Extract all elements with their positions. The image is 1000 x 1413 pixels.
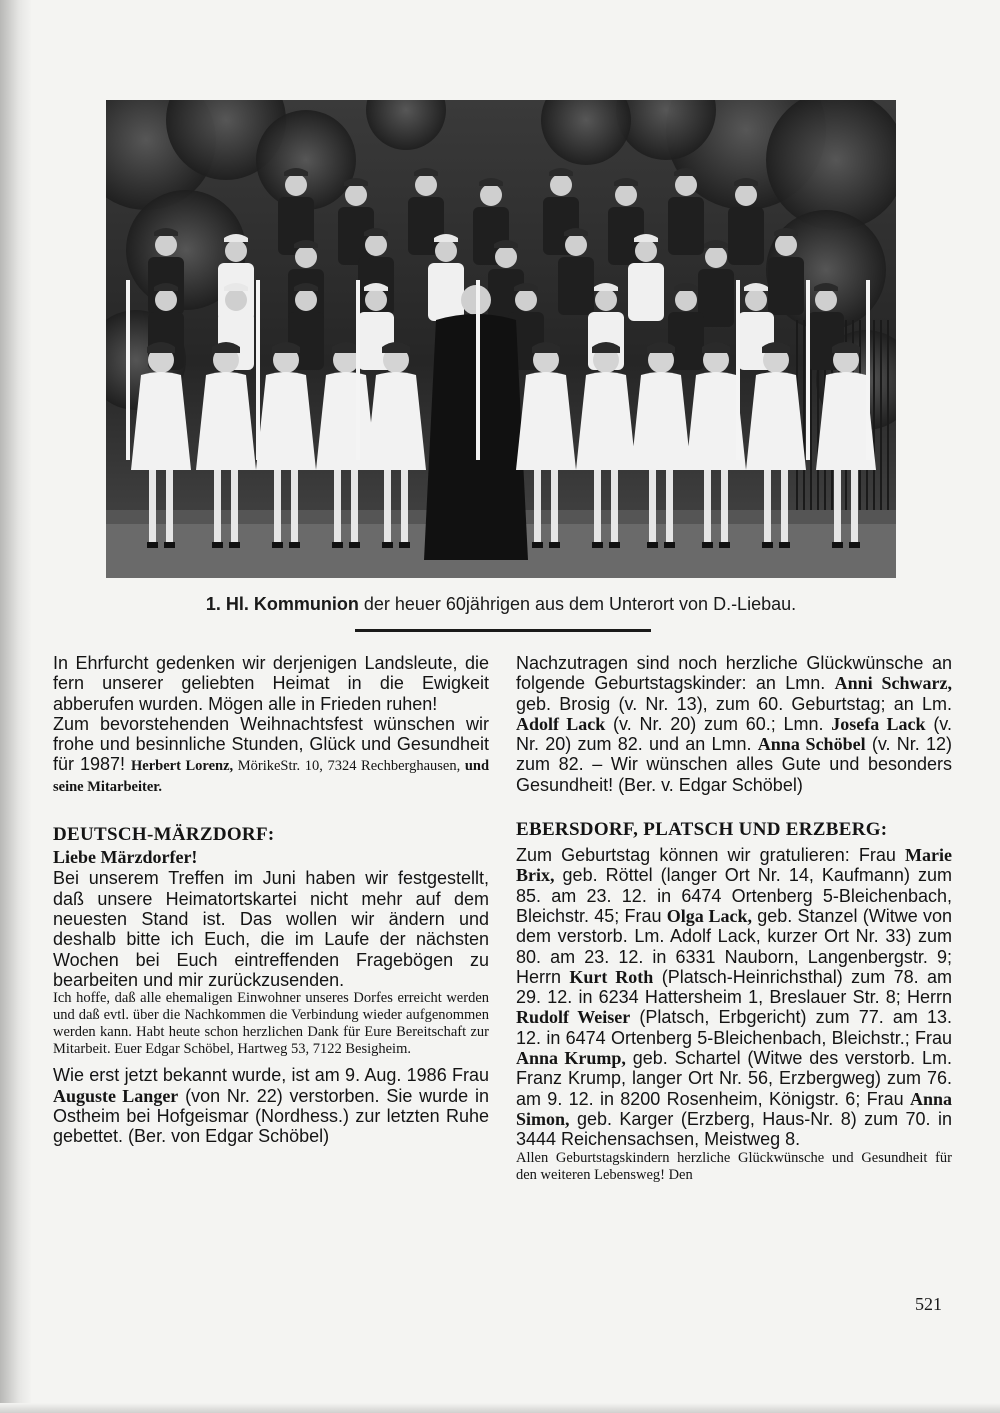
page-number: 521	[915, 1294, 942, 1314]
birthday-text-e: (Platsch, Erbgericht) zum 77. am 13. 12. in 6474 Ortenberg 5-Bleichenbach, Bleichstr.; Frau	[516, 1007, 952, 1048]
section-title-ebersdorf: EBERSDORF, PLATSCH UND ERZBERG:	[516, 819, 888, 841]
birthday-text-g: geb. Karger (Erzberg, Haus-Nr. 8) zum 70. in 3444 Reichensachsen, Meistweg 8.	[516, 1108, 952, 1150]
birthday-paragraph	[516, 845, 952, 1149]
birthday-name-5: Anna Krump,	[516, 1048, 626, 1069]
right-column	[516, 653, 952, 1184]
birthday-text-a: Zum Geburtstag können wir gratulieren: Frau	[516, 845, 896, 866]
belated-wishes-paragraph	[516, 653, 952, 795]
death-name: Auguste Langer	[53, 1085, 179, 1106]
death-notice	[53, 1065, 489, 1146]
candle	[736, 280, 740, 460]
death-text-1: Wie erst jetzt bekannt wurde, ist am 9. Aug. 1986 Frau	[53, 1065, 489, 1086]
caption-rule	[355, 629, 651, 632]
photo-caption	[106, 594, 896, 615]
wishes-name-2: Adolf Lack	[516, 713, 606, 734]
caption-text: der heuer 60jährigen aus dem Unterort von D.-Liebau.	[358, 594, 797, 614]
closing-paragraph: Allen Geburtstagskindern herzliche Glückwünsche und Gesundheit für den weiteren Lebensweg! Den	[516, 1149, 952, 1183]
candle	[476, 280, 480, 460]
candle	[126, 280, 130, 460]
birthday-text-f: geb. Schartel (Witwe des verstorb. Lm. Franz Krump, langer Ort Nr. 56, Erzbergweg) zum 76. am 9. 12. in 8200 Rosenheim, Königstr. 6; Frau	[516, 1048, 952, 1109]
wishes-text-b: geb. Brosig (v. Nr. 13), zum 60. Geburtstag; an Lm.	[516, 693, 952, 714]
birthday-name-1: Marie Brix,	[516, 845, 952, 886]
wishes-text-a: Nachzutragen sind noch herzliche Glückwünsche an folgende Geburtstagskinder: an Lmn.	[516, 653, 952, 694]
birthday-text-b: geb. Röttel (langer Ort Nr. 14, Kaufmann) zum 85. am 23. 12. in 6474 Ortenberg 5-Bleichenbach, Bleichstr. 45; Frau	[516, 865, 952, 926]
greeting: Liebe Märzdorfer!	[53, 847, 198, 868]
birthday-name-3: Kurt Roth	[569, 966, 654, 987]
wishes-text-e: (v. Nr. 12) zum 82. – Wir wünschen alles Gute und besonders Gesundheit! (Ber. v. Edgar Schöbel)	[516, 734, 952, 795]
signature-name: Herbert Lorenz,	[130, 758, 234, 775]
birthday-text-c: geb. Stanzel (Witwe von dem verstorb. Lm. Adolf Lack, kurzer Ort Nr. 33) zum 80. am 23. 12. in 6331 Nauborn, Langenbergstr. 9; Herrn	[516, 905, 952, 987]
christmas-paragraph	[53, 714, 489, 797]
birthday-name-4: Rudolf Weiser	[516, 1007, 631, 1028]
candle	[256, 280, 260, 460]
candle	[866, 280, 870, 460]
death-text-2: (von Nr. 22) verstorben. Sie wurde in Ostheim bei Hofgeismar (Nordhess.) zur letzten Ruhe gebettet. (Ber. von Edgar Schöbel)	[53, 1085, 489, 1147]
birthday-name-2: Olga Lack,	[666, 905, 752, 926]
signature-address: MörikeStr. 10, 7324 Rechberghausen,	[237, 758, 461, 775]
wishes-text-c: (v. Nr. 20) zum 60.; Lmn.	[613, 713, 824, 734]
wishes-name-1: Anni Schwarz,	[834, 673, 952, 694]
wishes-name-3: Josefa Lack	[831, 713, 926, 734]
memorial-paragraph: In Ehrfurcht gedenken wir derjenigen Landsleute, die fern unserer geliebten Heimat in die Ewigkeit abberufen wurden. Mögen alle in Frieden ruhen!	[53, 653, 489, 714]
candle	[806, 280, 810, 460]
candle	[356, 280, 360, 460]
page-bottom-shade	[0, 1403, 1000, 1413]
group-photo	[106, 100, 896, 578]
meeting-paragraph: Bei unserem Treffen im Juni haben wir festgestellt, daß unsere Heimatortskartei nicht mehr auf dem neuesten Stand ist. Das wollen wir ändern und deshalb bitte ich Euch, die im Laufe der nächsten Wochen bei Euch eintreffenden Fragebögen zu bearbeiten und mir zurückzusenden.	[53, 868, 489, 990]
christmas-text: Zum bevorstehenden Weihnachtsfest wünschen wir frohe und besinnliche Stunden, Glück und Gesundheit für 1987!	[53, 713, 489, 775]
group-photo-image	[106, 100, 896, 578]
section-title-deutsch-maerzdorf: DEUTSCH-MÄRZDORF:	[53, 824, 275, 846]
wishes-text-d: (v. Nr. 20) zum 82. und an Lmn.	[516, 713, 952, 755]
birthday-text-d: (Platsch-Heinrichsthal) zum 78. am 29. 12. in 6234 Hattersheim 1, Breslauer Str. 8; Herrn	[516, 966, 953, 1008]
wishes-name-4: Anna Schöbel	[757, 734, 866, 755]
page-edge-shadow	[0, 0, 32, 1413]
left-column	[53, 653, 489, 1146]
caption-bold: 1. Hl. Kommunion	[205, 594, 359, 614]
hope-paragraph: Ich hoffe, daß alle ehemaligen Einwohner unseres Dorfes erreicht werden und daß evtl. über die Nachkommen die Verbindung wieder aufgenommen werden kann. Habt heute schon herzlichen Dank für Eure Bereitschaft zur Mitarbeit. Euer Edgar Schöbel, Hartweg 53, 7122 Besigheim.	[53, 990, 489, 1058]
signature-tail: und seine Mitarbeiter.	[53, 758, 490, 796]
birthday-name-6: Anna Simon,	[516, 1088, 952, 1129]
